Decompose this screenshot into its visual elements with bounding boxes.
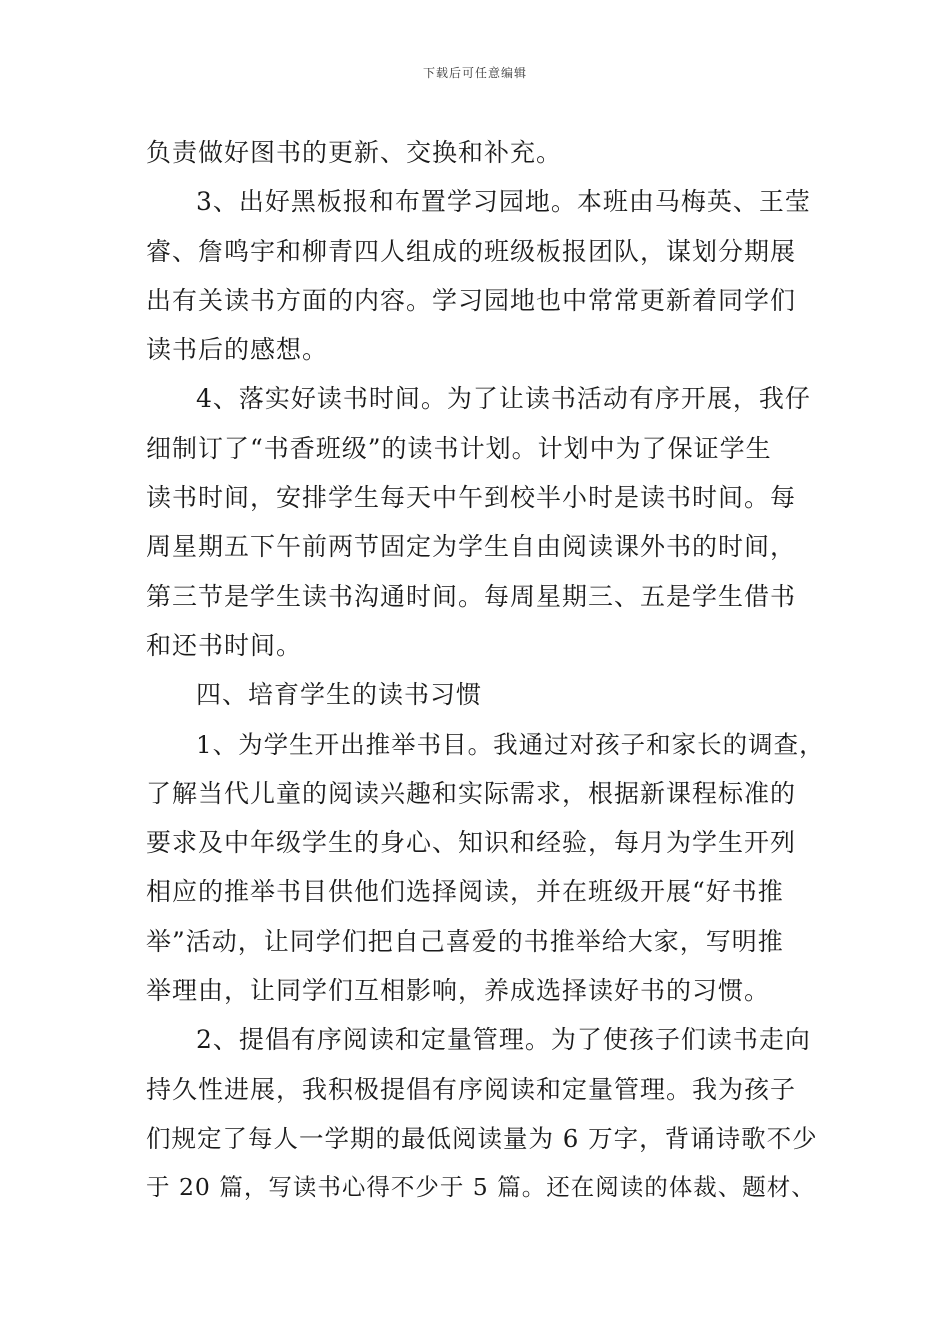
text-line: 举”活动，让同学们把自己喜爱的书推举给大家，写明推 [146,926,784,956]
page-header: 下载后可任意编辑 [422,66,527,80]
text-line: 2、提倡有序阅读和定量管理。为了使孩子们读书走向 [196,1025,811,1055]
text-line: 相应的推举书目供他们选择阅读，并在班级开展“好书推 [146,877,784,907]
text-line: 1、为学生开出推举书目。我通过对孩子和家长的调查， [196,729,825,759]
text-line: 第三节是学生读书沟通时间。每周星期三、五是学生借书 [146,581,797,611]
text-line: 负责做好图书的更新、交换和补充。 [146,138,563,167]
text-line: 举理由，让同学们互相影响，养成选择读好书的习惯。 [146,976,771,1006]
text-line: 细制订了“书香班级”的读书计划。计划中为了保证学生 [146,433,772,463]
text-line: 读书时间，安排学生每天中午到校半小时是读书时间。每 [146,483,797,513]
text-line: 了解当代儿童的阅读兴趣和实际需求，根据新课程标准的 [146,778,797,808]
text-line: 四、培育学生的读书习惯 [196,680,483,710]
text-line: 4、落实好读书时间。为了让读书活动有序开展，我仔 [196,384,811,414]
text-line: 读书后的感想。 [146,335,329,365]
text-line: 出有关读书方面的内容。学习园地也中常常更新着同学们 [146,285,797,315]
text-line: 持久性进展，我积极提倡有序阅读和定量管理。我为孩子 [146,1074,797,1104]
text-line: 要求及中年级学生的身心、知识和经验，每月为学生开列 [146,828,797,858]
text-line: 们规定了每人一学期的最低阅读量为 6 万字，背诵诗歌不少 [146,1123,818,1153]
text-line: 周星期五下午前两节固定为学生自由阅读课外书的时间， [146,532,797,562]
text-line: 和还书时间。 [146,630,303,660]
text-line: 于 20 篇，写读书心得不少于 5 篇。还在阅读的体裁、题材、 [146,1173,816,1202]
text-line: 3、出好黑板报和布置学习园地。本班由马梅英、王莹 [196,187,811,217]
text-line: 睿、詹鸣宇和柳青四人组成的班级板报团队，谋划分期展 [146,236,797,266]
document-body [146,128,826,1213]
